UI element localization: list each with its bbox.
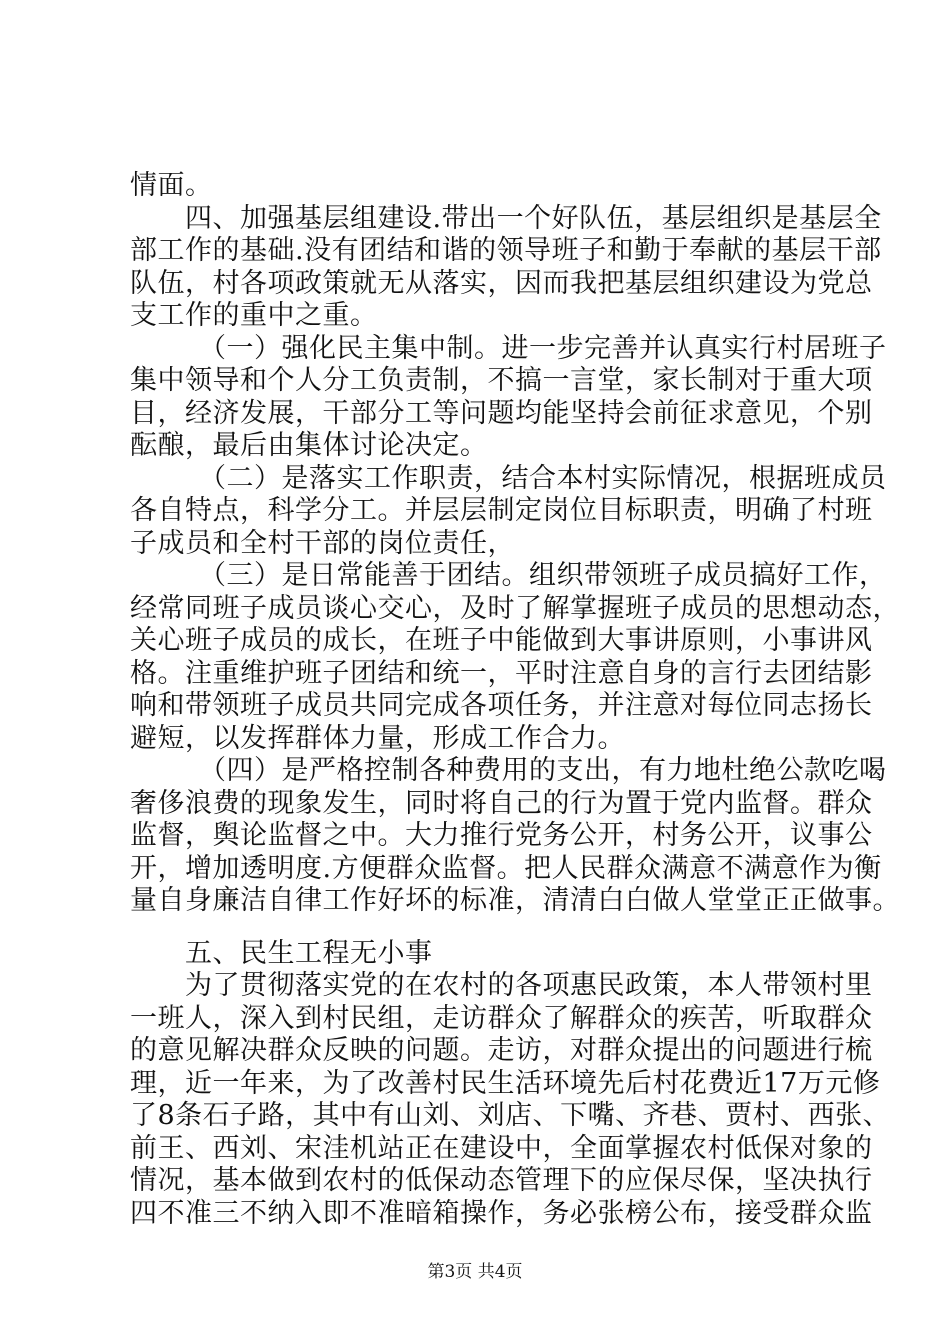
text-line: 目，经济发展，干部分工等问题均能坚持会前征求意见，个别 (130, 398, 873, 429)
text-line: 开，增加透明度.方便群众监督。把人民群众满意不满意作为衡 (130, 853, 882, 884)
text-line: 队伍，村各项政策就无从落实，因而我把基层组织建设为党总 (130, 268, 873, 299)
text-line: 酝酿，最后由集体讨论决定。 (130, 430, 488, 461)
text-line: 四不准三不纳入即不准暗箱操作，务必张榜公布，接受群众监 (130, 1198, 873, 1229)
text-line: 关心班子成员的成长，在班子中能做到大事讲原则，小事讲风 (130, 625, 873, 656)
text-line: 集中领导和个人分工负责制，不搞一言堂，家长制对于重大项 (130, 365, 873, 396)
text-line: （四）是严格控制各种费用的支出，有力地杜绝公款吃喝 (130, 755, 887, 786)
text-line: 奢侈浪费的现象发生，同时将自己的行为置于党内监督。群众 (130, 788, 873, 819)
text-line: 响和带领班子成员共同完成各项任务，并注意对每位同志扬长 (130, 690, 873, 721)
text-line: 避短，以发挥群体力量，形成工作合力。 (130, 723, 625, 754)
page-footer: 第3页 共4页 (427, 1262, 523, 1282)
section-heading: 五、民生工程无小事 (130, 938, 433, 969)
text-line: 为了贯彻落实党的在农村的各项惠民政策，本人带领村里 (130, 970, 873, 1001)
text-line: 一班人，深入到村民组，走访群众了解群众的疾苦，听取群众 (130, 1003, 873, 1034)
text-line: 四、加强基层组建设.带出一个好队伍，基层组织是基层全 (130, 203, 882, 234)
text-line: 各自特点，科学分工。并层层制定岗位目标职责，明确了村班 (130, 495, 873, 526)
text-line: 了8条石子路，其中有山刘、刘店、下嘴、齐巷、贾村、西张、 (130, 1100, 891, 1131)
text-line: 部工作的基础.没有团结和谐的领导班子和勤于奉献的基层干部 (130, 235, 882, 266)
text-line: （一）强化民主集中制。进一步完善并认真实行村居班子 (130, 333, 887, 364)
text-line: （三）是日常能善于团结。组织带领班子成员搞好工作， (130, 560, 887, 591)
text-line: 子成员和全村干部的岗位责任， (130, 528, 515, 559)
text-line: 支工作的重中之重。 (130, 300, 378, 331)
text-line: 前王、西刘、宋洼机站正在建设中，全面掌握农村低保对象的 (130, 1133, 873, 1164)
text-line: 经常同班子成员谈心交心，及时了解掌握班子成员的思想动态， (130, 593, 900, 624)
text-line: （二）是落实工作职责，结合本村实际情况，根据班成员 (130, 463, 887, 494)
text-line: 格。注重维护班子团结和统一，平时注意自身的言行去团结影 (130, 658, 873, 689)
text-line: 量自身廉洁自律工作好坏的标准，清清白白做人堂堂正正做事。 (130, 885, 900, 916)
text-line: 理，近一年来，为了改善村民生活环境先后村花费近17万元修 (130, 1068, 881, 1099)
text-line: 情面。 (130, 170, 213, 201)
text-line: 情况，基本做到农村的低保动态管理下的应保尽保，坚决执行 (130, 1165, 873, 1196)
text-line: 的意见解决群众反映的问题。走访，对群众提出的问题进行梳 (130, 1035, 873, 1066)
text-line: 监督，舆论监督之中。大力推行党务公开，村务公开，议事公 (130, 820, 873, 851)
